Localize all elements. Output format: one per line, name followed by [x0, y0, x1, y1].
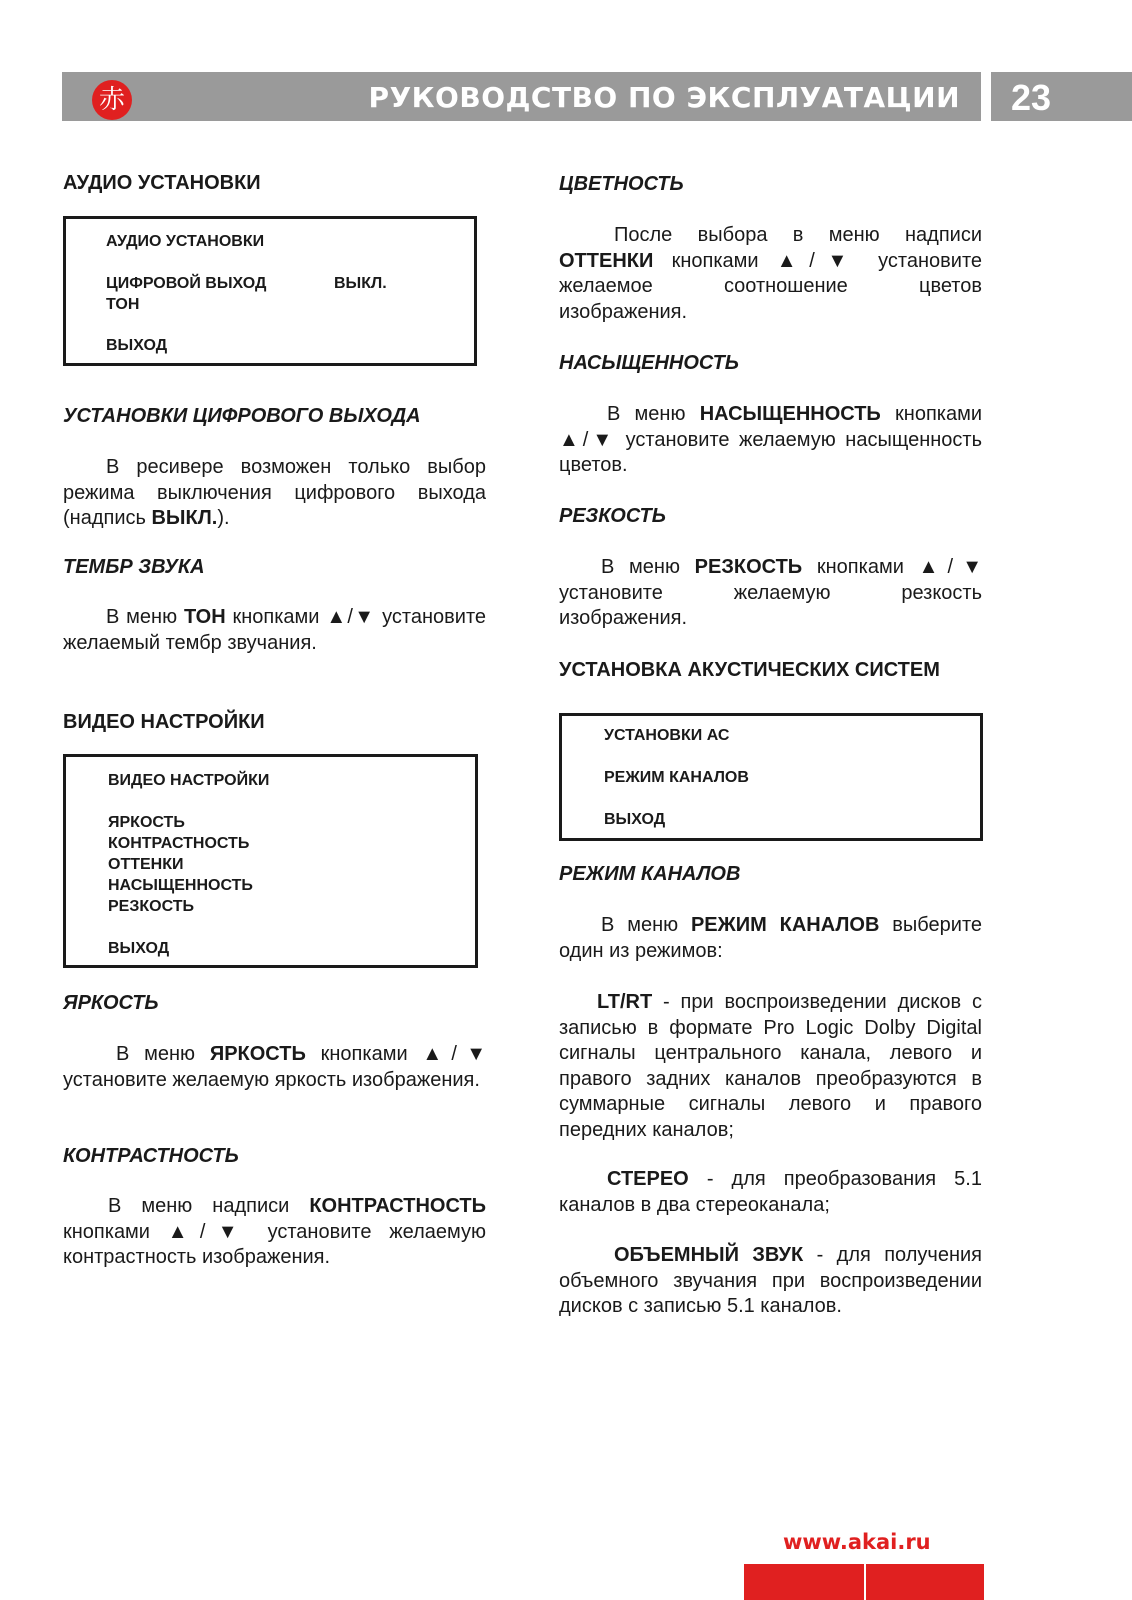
digital-output-heading: УСТАНОВКИ ЦИФРОВОГО ВЫХОДА	[63, 405, 421, 427]
saturation-heading: НАСЫЩЕННОСТЬ	[559, 352, 739, 374]
brightness-heading: ЯРКОСТЬ	[63, 992, 159, 1014]
footer-url-link[interactable]: www.akai.ru	[783, 1530, 931, 1554]
video-menu-hue: ОТТЕНКИ	[108, 856, 184, 873]
brightness-paragraph: В меню ЯРКОСТЬ кнопками ▲/▼ установите желаемую яркость изображения.	[63, 1043, 486, 1091]
speakers-setup-heading: УСТАНОВКА АКУСТИЧЕСКИХ СИСТЕМ	[559, 659, 940, 681]
stereo-paragraph: СТЕРЕО - для преобразования 5.1 каналов в два стереоканала;	[559, 1168, 982, 1216]
audio-settings-menu	[63, 216, 477, 366]
video-menu-exit: ВЫХОД	[108, 940, 170, 957]
speakers-menu-title: УСТАНОВКИ АС	[604, 727, 730, 744]
video-menu-title: ВИДЕО НАСТРОЙКИ	[108, 772, 270, 789]
page-number: 23	[1011, 77, 1052, 118]
audio-menu-digital-out: ЦИФРОВОЙ ВЫХОД	[106, 275, 267, 292]
channel-mode-heading: РЕЖИМ КАНАЛОВ	[559, 863, 741, 885]
saturation-paragraph: В меню НАСЫЩЕННОСТЬ кнопками ▲/▼ установите желаемую насыщенность цветов.	[559, 403, 983, 476]
footer-red-block-left	[744, 1564, 864, 1600]
video-menu-contrast: КОНТРАСТНОСТЬ	[108, 835, 250, 852]
video-settings-heading: ВИДЕО НАСТРОЙКИ	[63, 711, 265, 733]
timbre-paragraph: В меню ТОН кнопками ▲/▼ установите желаемый тембр звучания.	[63, 606, 486, 654]
channel-mode-paragraph: В меню РЕЖИМ КАНАЛОВ выберите один из режимов:	[559, 914, 982, 962]
sharpness-paragraph: В меню РЕЗКОСТЬ кнопками ▲/▼ установите желаемую резкость изображения.	[559, 556, 983, 629]
right-column	[559, 0, 982, 1600]
audio-menu-tone: ТОН	[106, 296, 140, 313]
audio-menu-exit: ВЫХОД	[106, 337, 168, 354]
left-column	[63, 0, 486, 1600]
audio-menu-title: АУДИО УСТАНОВКИ	[106, 233, 265, 250]
contrast-paragraph: В меню надписи КОНТРАСТНОСТЬ кнопками ▲/▼ установите желаемую контрастность изображения.	[63, 1195, 486, 1268]
video-settings-menu	[63, 754, 478, 968]
speakers-setup-menu	[559, 713, 983, 841]
timbre-heading: ТЕМБР ЗВУКА	[63, 556, 205, 578]
speakers-menu-exit: ВЫХОД	[604, 811, 666, 828]
ltrt-paragraph: LT/RT - при воспроизведении дисков с записью в формате Pro Logic Dolby Digital сигналы центрального канала, левого и правого задних каналов преобразуются в суммарные сигналы левого и правого передних каналов;	[559, 991, 982, 1141]
footer-red-block-right	[866, 1564, 984, 1600]
video-menu-brightness: ЯРКОСТЬ	[108, 814, 185, 831]
sharpness-heading: РЕЗКОСТЬ	[559, 505, 666, 527]
header-title: РУКОВОДСТВО ПО ЭКСПЛУАТАЦИИ	[368, 81, 960, 114]
contrast-heading: КОНТРАСТНОСТЬ	[63, 1145, 239, 1167]
audio-menu-digital-out-value: ВЫКЛ.	[334, 275, 387, 292]
video-menu-sharpness: РЕЗКОСТЬ	[108, 898, 195, 915]
digital-output-paragraph: В ресивере возможен только выбор режима выключения цифрового выхода (надпись ВЫКЛ.).	[63, 456, 486, 529]
akai-logo-icon: 赤	[92, 80, 132, 120]
audio-settings-heading: АУДИО УСТАНОВКИ	[63, 172, 261, 194]
color-paragraph: После выбора в меню надписи ОТТЕНКИ кнопками ▲/▼ установите желаемое соотношение цветов изображения.	[559, 224, 982, 323]
surround-paragraph: ОБЪЕМНЫЙ ЗВУК - для получения объемного звучания при воспроизведении дисков с записью 5.1 каналов.	[559, 1244, 982, 1317]
color-heading: ЦВЕТНОСТЬ	[559, 173, 684, 195]
speakers-menu-channels: РЕЖИМ КАНАЛОВ	[604, 769, 749, 786]
video-menu-saturation: НАСЫЩЕННОСТЬ	[108, 877, 253, 894]
